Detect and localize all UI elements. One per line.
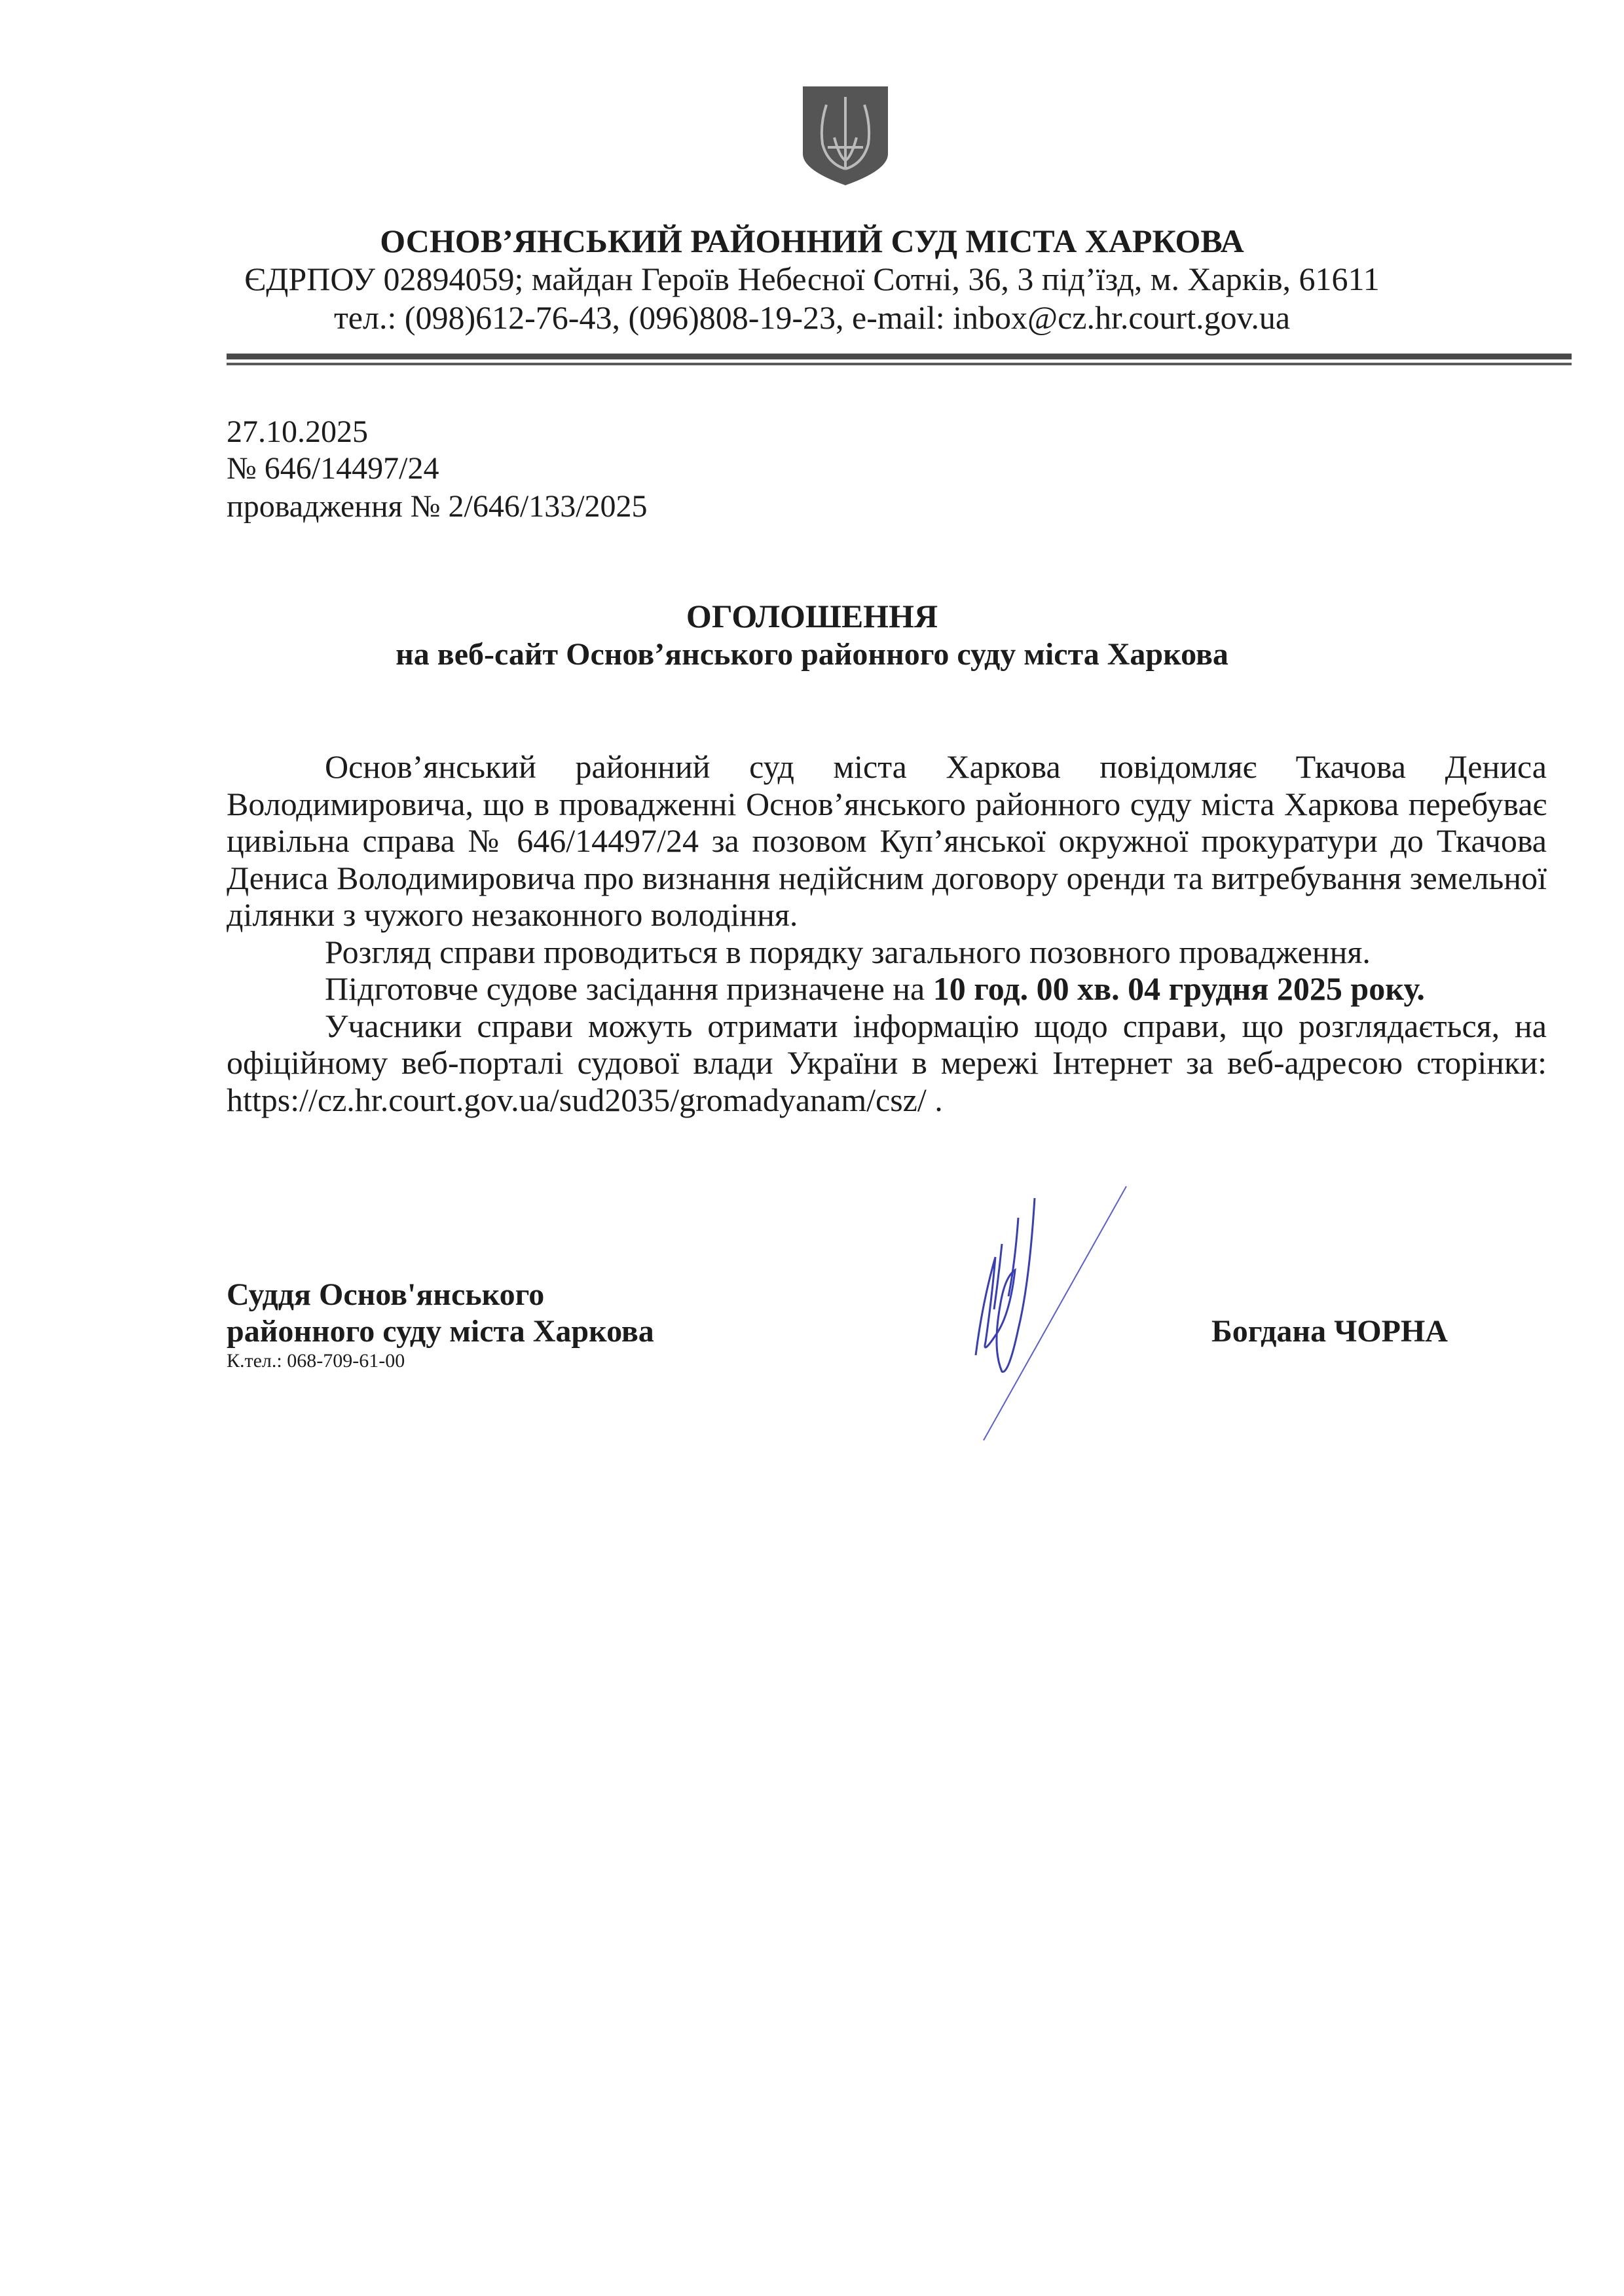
proceeding-number: провадження № 2/646/133/2025 — [227, 489, 648, 524]
announcement-title: ОГОЛОШЕННЯ — [686, 598, 938, 634]
coat-of-arms-icon — [802, 85, 889, 187]
court-address: ЄДРПОУ 02894059; майдан Героїв Небесної Сотні, 36, 3 під’їзд, м. Харків, 61611 — [244, 261, 1380, 297]
hearing-datetime: 10 год. 00 хв. 04 грудня 2025 року. — [932, 970, 1425, 1007]
announcement-subtitle: на веб-сайт Основ’янського районного суду міста Харкова — [396, 637, 1228, 672]
paragraph-procedure: Розгляд справи проводиться в порядку загального позовного провадження. — [325, 933, 1371, 970]
hearing-text: Підготовче судове засідання призначене на — [325, 970, 933, 1007]
court-contacts: тел.: (098)612-76-43, (096)808-19-23, e-mail: inbox@cz.hr.court.gov.ua — [333, 299, 1291, 336]
judge-name: Богдана ЧОРНА — [1211, 1314, 1448, 1349]
judge-position-line1: Суддя Основ'янського — [227, 1277, 545, 1312]
announcement-body — [227, 748, 1547, 1118]
paragraph-hearing — [227, 970, 1547, 1008]
header-divider-thin — [227, 363, 1572, 365]
judge-phone: К.тел.: 068-709-61-00 — [227, 1350, 405, 1372]
judge-position-line2: районного суду міста Харкова — [227, 1314, 654, 1349]
court-name: ОСНОВ’ЯНСЬКИЙ РАЙОННИЙ СУД МІСТА ХАРКОВА — [380, 223, 1244, 259]
header-divider-thick — [227, 354, 1572, 359]
case-number: № 646/14497/24 — [227, 451, 439, 486]
handwritten-signature — [956, 1185, 1133, 1447]
paragraph-notice: Основ’янський районний суд міста Харкова повідомляє Ткачова Дениса Володимировича, що в провадженні Основ’янського районного суду міста Харкова перебуває цивільна справа № 646/14497/24 за позовом Куп’янської окружної прокуратури до Ткачова Дениса Володимировича про визнання недійсним договору оренди та витребування земельної ділянки з чужого незаконного володіння. — [227, 748, 1547, 933]
document-date: 27.10.2025 — [227, 414, 368, 449]
paragraph-info: Учасники справи можуть отримати інформацію щодо справи, що розглядається, на офіційному веб-порталі судової влади України в мережі Інтернет за веб-адресою сторінки: https://cz.hr.court.gov.ua/sud2035/gromadyanam/csz/ . — [227, 1007, 1547, 1118]
